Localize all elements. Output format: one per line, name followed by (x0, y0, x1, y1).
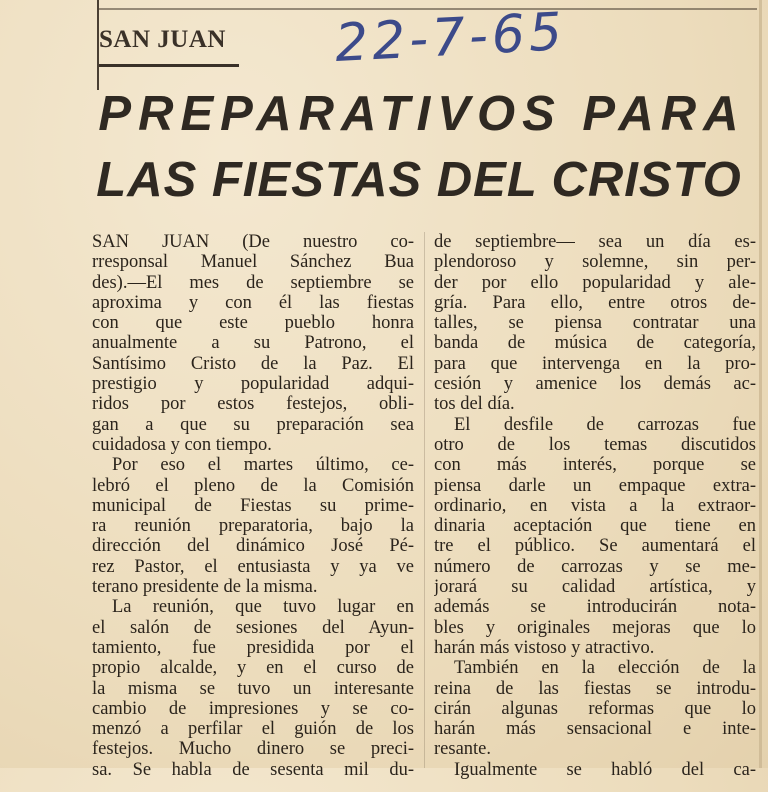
article-line: reina de las fiestas se introdu- (434, 678, 756, 699)
column-divider (424, 232, 425, 768)
article-line: plendoroso y solemne, sin per- (434, 252, 756, 273)
article-line: anualmente a su Patrono, el (92, 333, 414, 354)
article-line: la misma se tuvo un interesante (92, 678, 414, 699)
article-line: dinaria aceptación que tiene en (434, 516, 756, 537)
headline-line-2: LAS FIESTAS DEL CRISTO (96, 153, 742, 207)
article-line: con más interés, porque se (434, 455, 756, 476)
article-line: además se introducirán nota- (434, 597, 756, 618)
section-underline (99, 64, 239, 67)
article-line: dirección del dinámico José Pé- (92, 536, 414, 557)
article-line: sa. Se habla de sesenta mil du- (92, 759, 414, 780)
article-line: propio alcalde, y en el curso de (92, 658, 414, 679)
article-line: El desfile de carrozas fue (454, 414, 756, 435)
article-line: festejos. Mucho dinero se preci- (92, 739, 414, 760)
article-line: También en la elección de la (454, 658, 756, 679)
article-line: piensa darle un empaque extra- (434, 475, 756, 496)
article-line: terano presidente de la misma. (92, 577, 318, 598)
article-line: cesión y amenice los demás ac- (434, 374, 756, 395)
article-line: tre el público. Se aumentará el (434, 536, 756, 557)
article-line: ra reunión preparatoria, bajo la (92, 516, 414, 537)
article-line: menzó a perfilar el guión de los (92, 719, 414, 740)
article-line: bles y originales mejoras que lo (434, 617, 756, 638)
article-line: municipal de Fiestas su prime- (92, 495, 414, 516)
article-line: cambio de impresiones y se co- (92, 698, 414, 719)
article-line: tamiento, fue presidida por el (92, 637, 414, 658)
article-line: La reunión, que tuvo lugar en (112, 597, 414, 618)
article-line: lebró el pleno de la Comisión (92, 475, 414, 496)
article-line: Igualmente se habló del ca- (454, 759, 756, 780)
article-line: rresponsal Manuel Sánchez Bua (92, 252, 414, 273)
article-line: gan a que su preparación sea (92, 414, 414, 435)
headline-line-1: PREPARATIVOS PARA (98, 87, 746, 141)
article-column-right (434, 232, 756, 792)
article-line: Por eso el martes último, ce- (112, 455, 414, 476)
article-line: con que este pueblo honra (92, 313, 414, 334)
article-line: banda de música de categoría, (434, 333, 756, 354)
article-line: SAN JUAN (De nuestro co- (92, 232, 414, 252)
article-line: talles, se piensa contratar una (434, 313, 756, 334)
article-line: para que intervenga en la pro- (434, 353, 756, 374)
article-line: Santísimo Cristo de la Paz. El (92, 353, 414, 374)
article-column-left (92, 232, 414, 792)
article-line: aproxima y con él las fiestas (92, 292, 414, 313)
article-line: otro de los temas discutidos (434, 434, 756, 455)
article-line: ordinario, en vista a la extraor- (434, 495, 756, 516)
article-line: rez Pastor, el entusiasta y ya ve (92, 556, 414, 577)
article-line: jorará su calidad artística, y (434, 577, 756, 598)
article-line: der por ello popularidad y ale- (434, 272, 756, 293)
section-label: SAN JUAN (99, 26, 226, 53)
article-line: ridos por estos festejos, obli- (92, 394, 414, 415)
article-line: de septiembre— sea un día es- (434, 232, 756, 252)
article-line: número de carrozas y se me- (434, 556, 756, 577)
article-line: resante. (434, 739, 492, 760)
article-line: cuidadosa y con tiempo. (92, 434, 272, 455)
article-line: des).—El mes de septiembre se (92, 272, 414, 293)
handwritten-date: 22-7-65 (333, 1, 568, 75)
article-line: harán más vistoso y atractivo. (434, 637, 655, 658)
article-line: gría. Para ello, entre otros de- (434, 292, 756, 313)
article-line: harán más sensacional e inte- (434, 719, 756, 740)
article-line: tos del día. (434, 394, 515, 415)
article-line: el salón de sesiones del Ayun- (92, 617, 414, 638)
article-line: prestigio y popularidad adqui- (92, 374, 414, 395)
article-line: cirán algunas reformas que lo (434, 698, 756, 719)
